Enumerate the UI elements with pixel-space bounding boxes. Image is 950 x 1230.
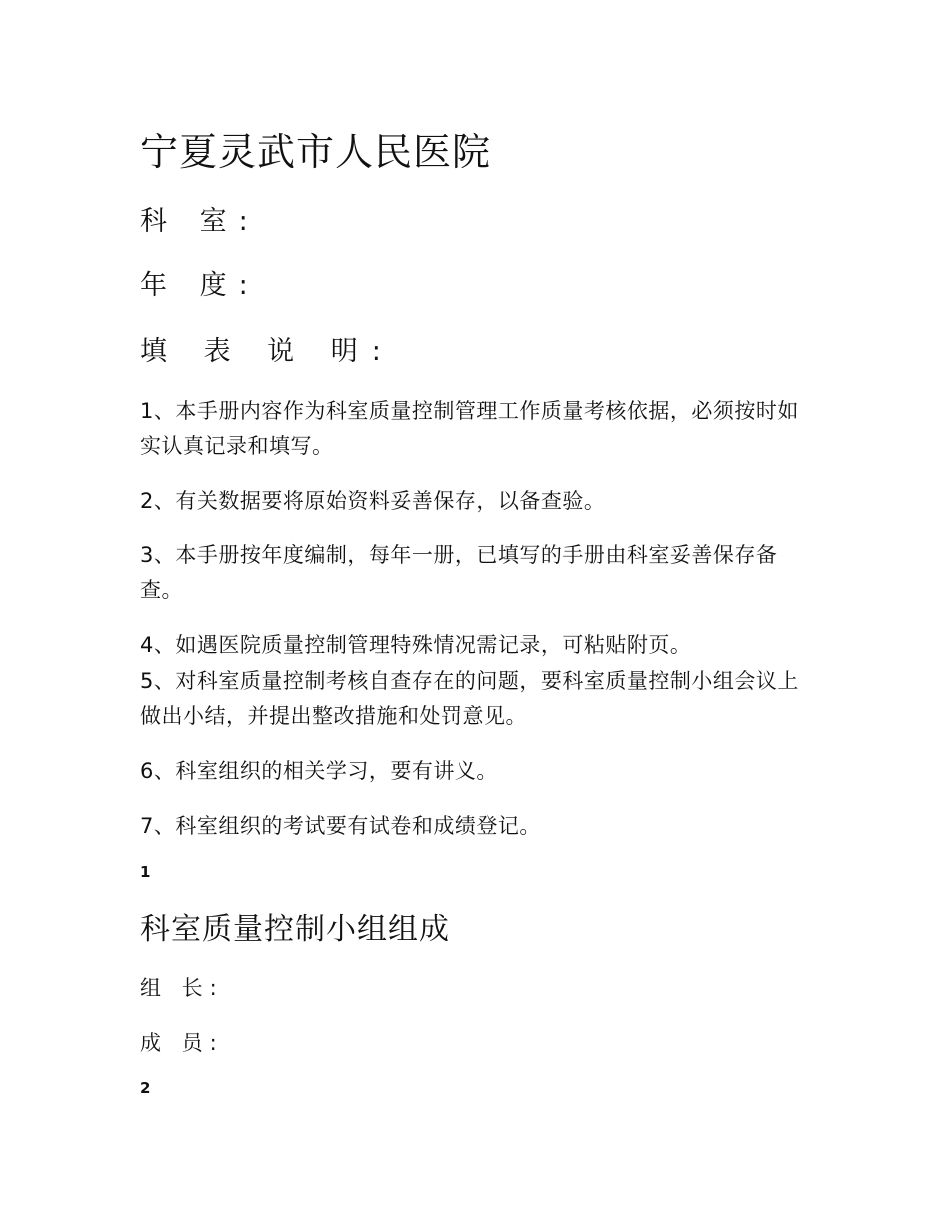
hospital-title: 宁夏灵武市人民医院: [140, 130, 492, 174]
instruction-item-6: 6、科室组织的相关学习，要有讲义。: [140, 759, 498, 783]
members-label: 成 员:: [140, 1031, 224, 1055]
year-label: 年 度:: [140, 270, 260, 301]
page-number-1: 1: [140, 863, 151, 881]
department-label: 科 室:: [140, 206, 260, 237]
instruction-item-4: 4、如遇医院质量控制管理特殊情况需记录，可粘贴附页。: [140, 633, 692, 657]
instruction-item-7: 7、科室组织的考试要有试卷和成绩登记。: [140, 814, 541, 838]
instruction-item-1: 1、本手册内容作为科室质量控制管理工作质量考核依据，必须按时如实认真记录和填写。: [140, 399, 799, 458]
section-title: 科室质量控制小组组成: [140, 912, 450, 947]
leader-label: 组 长:: [140, 976, 224, 1000]
instruction-item-5: 5、对科室质量控制考核自查存在的问题，要科室质量控制小组会议上做出小结，并提出整改措施和处罚意见。: [140, 669, 799, 728]
instruction-item-2: 2、有关数据要将原始资料妥善保存，以备查验。: [140, 489, 606, 513]
instruction-item-3: 3、本手册按年度编制，每年一册，已填写的手册由科室妥善保存备查。: [140, 543, 778, 602]
page-number-2: 2: [140, 1079, 151, 1097]
instructions-heading: 填 表 说 明:: [140, 336, 395, 367]
